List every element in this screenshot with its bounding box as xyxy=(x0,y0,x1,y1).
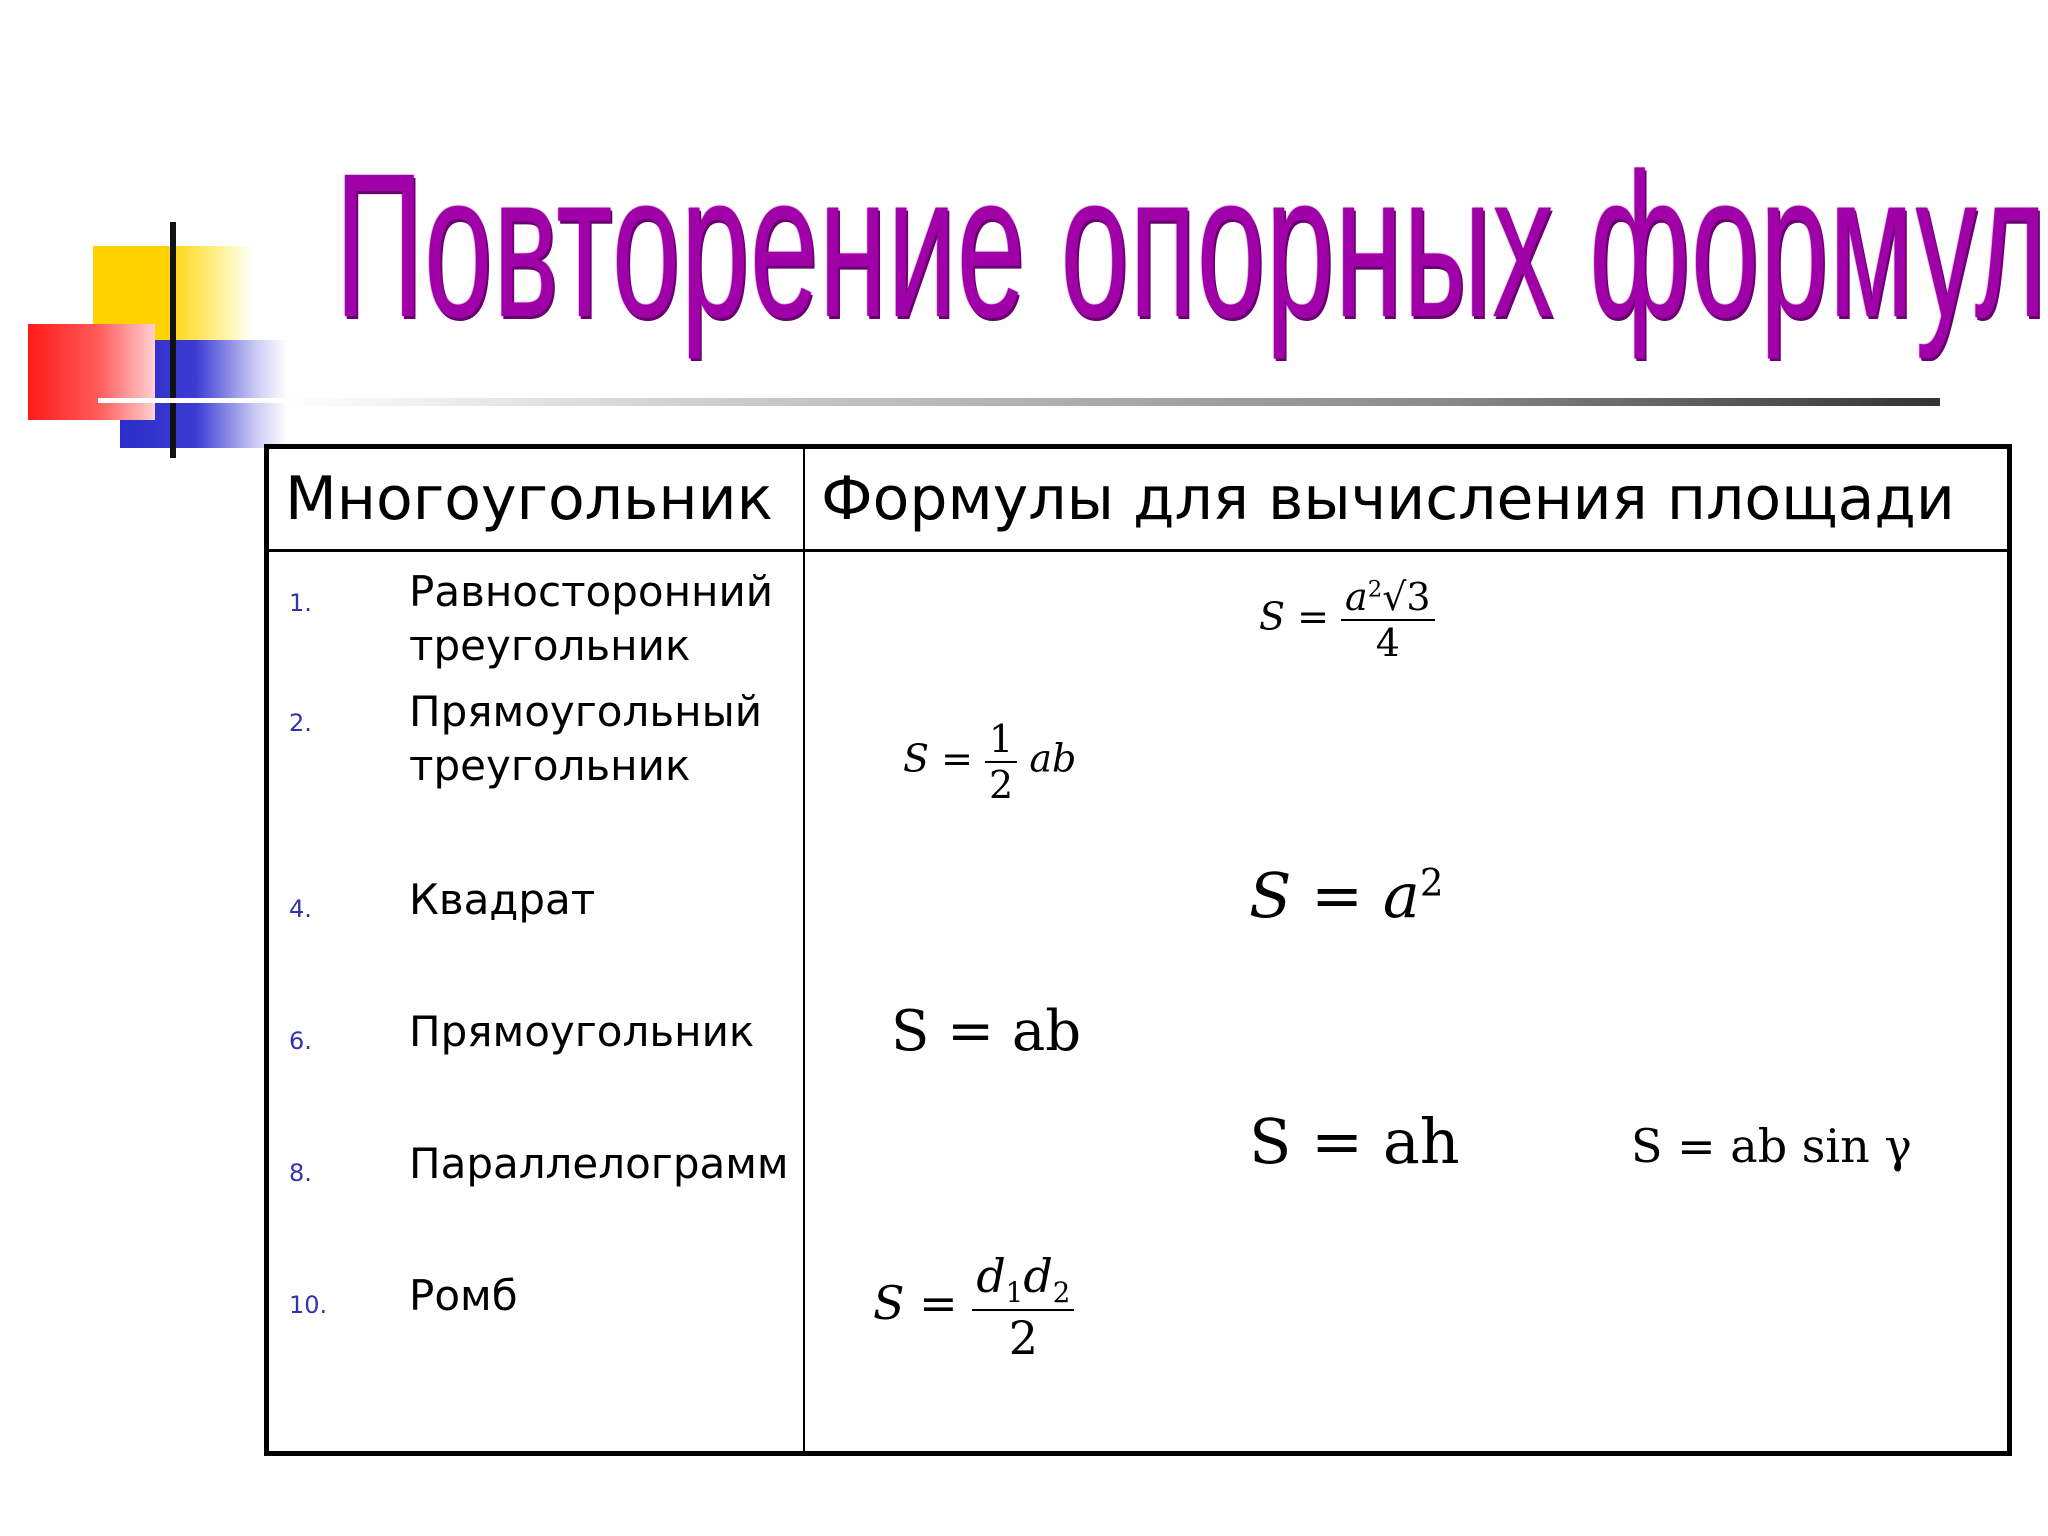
row-number: 2. xyxy=(289,709,312,737)
row-number: 10. xyxy=(289,1291,328,1319)
formula-square xyxy=(1249,859,1443,932)
row-label-square: Квадрат xyxy=(409,875,596,924)
formula-parallelogram-sine: S = ab sin γ xyxy=(1631,1119,1912,1173)
formula-rhombus xyxy=(873,1249,1074,1365)
formula-numerator: 1 xyxy=(985,717,1017,763)
formula-sub: 1 xyxy=(1005,1276,1024,1310)
formula-rectangle: S = ab xyxy=(891,999,1082,1064)
formula-sub: 2 xyxy=(1052,1276,1071,1310)
header-formulas: Формулы для вычисления площади xyxy=(821,464,1955,534)
decor-vertical-line xyxy=(170,222,176,458)
row-label-parallelogram: Параллелограмм xyxy=(409,1139,789,1188)
formula-lhs: S = xyxy=(903,736,973,781)
row-number: 1. xyxy=(289,589,312,617)
formula-d1: d xyxy=(976,1249,1006,1303)
formula-base: a xyxy=(1345,575,1368,619)
formula-base: a xyxy=(1382,859,1420,932)
formula-exponent: 2 xyxy=(1367,576,1383,603)
formula-parallelogram-height: S = ah xyxy=(1249,1105,1460,1178)
row-number: 8. xyxy=(289,1159,312,1187)
header-polygon: Многоугольник xyxy=(285,464,773,534)
row-label-right-triangle: Прямоугольный треугольник xyxy=(409,687,763,790)
slide-title: Повторение опорных формул xyxy=(335,131,2048,360)
formula-fraction xyxy=(985,717,1017,807)
formula-denominator: 4 xyxy=(1375,621,1400,665)
formula-right-triangle xyxy=(903,717,1076,807)
formula-tail: ab xyxy=(1029,736,1077,781)
row-label-equilateral: Равносторонний треугольник xyxy=(409,567,774,670)
formula-fraction xyxy=(1341,575,1435,665)
row-number: 6. xyxy=(289,1027,312,1055)
row-label-rectangle: Прямоугольник xyxy=(409,1007,755,1056)
row-number: 4. xyxy=(289,895,312,923)
decor-white-line xyxy=(98,398,288,403)
formula-lhs: S = xyxy=(873,1276,958,1331)
row-label-rhombus: Ромб xyxy=(409,1271,518,1320)
formula-fraction xyxy=(972,1249,1074,1365)
title-underline xyxy=(285,398,1940,406)
formula-equilateral xyxy=(1259,575,1435,665)
formula-denominator: 2 xyxy=(1008,1311,1038,1366)
formula-denominator: 2 xyxy=(989,763,1014,807)
column-divider xyxy=(803,449,805,1451)
formula-table xyxy=(264,444,2012,1456)
header-divider xyxy=(269,549,2007,552)
formula-d2: d xyxy=(1023,1249,1053,1303)
decor-red-square xyxy=(28,324,155,420)
formula-root: √3 xyxy=(1382,575,1431,619)
formula-lhs: S = xyxy=(1259,594,1329,639)
formula-exponent: 2 xyxy=(1419,860,1444,905)
formula-lhs: S = xyxy=(1249,859,1383,932)
